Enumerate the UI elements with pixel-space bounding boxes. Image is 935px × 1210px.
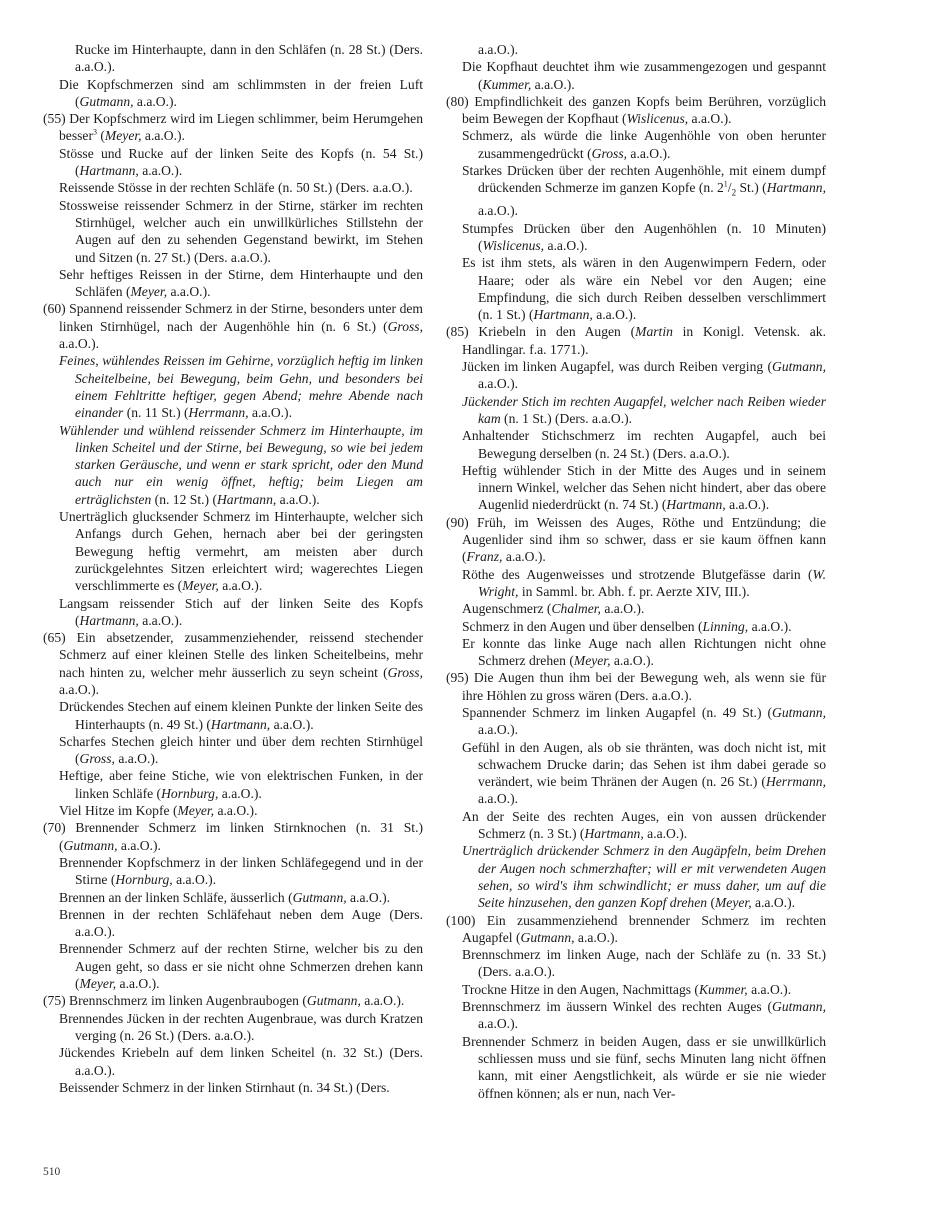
text-run: Langsam reissender Stich auf der linken Seite des Kopfs ( <box>59 595 423 628</box>
text-run: Die Kopfhaut deuchtet ihm wie zusammengezogen und gespannt ( <box>462 59 826 92</box>
text-run: Scharfes Stechen gleich hinter und über dem rechten Stirnhügel ( <box>59 733 423 767</box>
text-run: Stösse und Rucke auf der linken Seite des Kopfs (n. 54 St.) ( <box>59 145 423 179</box>
italic-text: Franz, <box>466 549 503 565</box>
text-run: (95) Die Augen thun ihm bei der Bewegung weh, als wenn sie für ihre Höhlen zu gross wären (Ders. a.a.O.). <box>446 670 826 703</box>
text-run: a.a.O.). <box>643 826 688 842</box>
text-run: a.a.O.). <box>478 1016 519 1032</box>
italic-text: Meyer, <box>182 578 219 594</box>
text-run: a.a.O.). <box>218 785 262 801</box>
symptom-entry <box>43 1079 423 1096</box>
text-run: Jückendes Kriebeln auf dem linken Scheitel (n. 32 St.) (Ders. a.a.O.). <box>59 1045 423 1078</box>
text-run: Heftige, aber feine Stiche, wie von elektrischen Funken, in der linken Schläfe ( <box>59 768 423 801</box>
text-run: Brennender Schmerz auf der rechten Stirne, welcher bis zu den Augen geht, so dass er sie nicht ohne Schmerzen drehen kann ( <box>59 941 423 992</box>
text-run: Sehr heftiges Reissen in der Stirne, dem Hinterhaupte und den Schläfen ( <box>59 266 423 300</box>
text-run: Er konnte das linke Auge nach allen Richtungen nicht ohne Schmerz drehen ( <box>462 635 826 669</box>
symptom-entry <box>43 352 423 421</box>
text-run: Unerträglich glucksender Schmerz im Hinterhaupte, welcher sich Anfangs durch Gehen, hernach aber bei der geringsten Bewegung heftig vermehrt, am meisten aber durch zurückgelehntes Sitzen erleichtert wird; wagerechtes Liegen verschlimmerte es ( <box>59 509 423 594</box>
italic-text: Hartmann, <box>79 163 139 179</box>
symptom-entry <box>446 635 826 670</box>
numbered-symptom-entry <box>43 819 423 854</box>
text-run: a.a.O.). <box>502 549 546 565</box>
symptom-entry <box>43 698 423 733</box>
italic-text: Gutmann, <box>772 999 826 1015</box>
text-run: Viel Hitze im Kopfe ( <box>59 803 178 819</box>
text-run: a.a.O.). <box>478 722 519 738</box>
text-run: An der Seite des rechten Auges, ein von aussen drückender Schmerz (n. 3 St.) ( <box>462 808 826 842</box>
text-run: (70) Brennender Schmerz im linken Stirnknochen (n. 31 St.) ( <box>43 820 423 853</box>
italic-text: Hornburg, <box>115 872 173 888</box>
text-run: a.a.O.). <box>751 895 795 911</box>
text-run: a.a.O.). <box>141 128 185 144</box>
text-run: / <box>727 180 732 196</box>
italic-text: Gutmann, <box>63 837 118 853</box>
text-run: Brennen an der linken Schläfe, äusserlich ( <box>59 889 293 905</box>
numbered-symptom-entry <box>43 300 423 352</box>
italic-text: Unerträglich drückender Schmerz in den Augäpfeln, beim Drehen der Augen noch schmerzhafter; will er mit verwendeten Augen sehen, so wird's ihm schwindlicht; er muss daher, um auf die Seite hinzusehen, den ganzen Kopf drehen <box>462 843 826 911</box>
text-run: ( <box>96 128 105 144</box>
text-run: St.) ( <box>736 180 767 196</box>
text-run: (65) Ein absetzender, zusammenziehender, reissend stechender Schmerz auf einer kleinen Stelle des linken Scheitelbeins, mehr nach hinten zu, welcher mehr äusserlich zu seyn scheint ( <box>43 630 423 680</box>
text-run: Brennschmerz im äussern Winkel des rechten Auges ( <box>462 999 772 1015</box>
text-run: a.a.O.). <box>478 42 519 57</box>
text-run: (80) Empfindlichkeit des ganzen Kopfs beim Berühren, vorzüglich beim Bewegen der Kopfhaut ( <box>446 93 826 127</box>
text-run: a.a.O.). <box>59 681 100 697</box>
italic-text: Gross, <box>387 318 423 334</box>
italic-text: Meyer, <box>79 976 117 992</box>
text-run: a.a.O.). <box>167 284 211 300</box>
symptom-entry <box>446 427 826 462</box>
italic-text: Kummer, <box>482 76 532 92</box>
subscript: 2 <box>731 188 737 199</box>
symptom-entry <box>43 266 423 301</box>
italic-text: Meyer, <box>130 284 168 300</box>
numbered-symptom-entry <box>43 992 423 1009</box>
text-run: (90) Früh, im Weissen des Auges, Röthe und Entzündung; die Augenlider sind ihm so schwer, dass er sie kaum öffnen kann ( <box>446 514 826 565</box>
left-column <box>43 41 423 1096</box>
symptom-entry <box>43 802 423 819</box>
italic-text: Kummer, <box>698 981 748 997</box>
symptom-entry <box>446 704 826 739</box>
italic-text: Herrmann, <box>188 405 249 421</box>
symptom-entry <box>446 618 826 635</box>
text-run: Reissende Stösse in der rechten Schläfe (n. 50 St.) (Ders. a.a.O.). <box>59 180 413 196</box>
text-run: a.a.O.). <box>725 497 770 513</box>
symptom-entry <box>43 767 423 802</box>
italic-text: Hornburg, <box>161 785 219 801</box>
text-run: a.a.O.). <box>172 872 217 888</box>
symptom-entry <box>43 76 423 111</box>
symptom-entry <box>43 733 423 768</box>
text-run: a.a.O.). <box>133 93 177 109</box>
italic-text: Meyer, <box>177 803 215 819</box>
symptom-entry <box>446 41 826 58</box>
text-run: (n. 1 St.) (Ders. a.a.O.). <box>500 410 633 426</box>
text-run: a.a.O.). <box>478 791 519 807</box>
text-run: Drückendes Stechen auf einem kleinen Punkte der linken Seite des Hinterhaupts (n. 49 St.) ( <box>59 699 423 732</box>
text-run: Stumpfes Drücken über den Augenhöhlen (n. 10 Minuten) ( <box>462 220 826 253</box>
italic-text: Wislicenus, <box>626 111 689 127</box>
italic-text: Hartmann, <box>533 307 593 323</box>
page-number: 510 <box>43 1166 61 1178</box>
text-run: a.a.O.). <box>276 491 320 507</box>
text-run: Brennender Schmerz in beiden Augen, dass er sie unwillkürlich schliessen muss und sie fünf, sechs Minuten lang nicht öffnen kann, mit einer Aengstlichkeit, als würde er sie nie wieder öffnen können; als er nun, nach Ver- <box>462 1033 826 1101</box>
text-run: Beissender Schmerz in der linken Stirnhaut (n. 34 St.) (Ders. <box>59 1079 390 1095</box>
italic-text: Linning, <box>702 618 749 634</box>
text-run: a.a.O.). <box>117 837 161 853</box>
symptom-entry <box>43 422 423 508</box>
symptom-entry <box>446 162 826 220</box>
symptom-entry <box>446 58 826 93</box>
numbered-symptom-entry <box>43 110 423 145</box>
symptom-entry <box>43 197 423 266</box>
text-run: a.a.O.). <box>574 929 618 945</box>
numbered-symptom-entry <box>446 323 826 358</box>
italic-text: Hartmann, <box>666 497 726 513</box>
italic-text: Meyer, <box>573 653 611 669</box>
text-run: Rucke im Hinterhaupte, dann in den Schläfen (n. 28 St.) (Ders. a.a.O.). <box>75 42 423 75</box>
italic-text: Martin <box>635 324 673 340</box>
text-run: in Konigl. Vetensk. ak. Handlingar. f.a. 1771.). <box>462 324 826 357</box>
text-run: a.a.O.). <box>116 976 160 992</box>
text-run: a.a.O.). <box>114 751 159 767</box>
superscript: 3 <box>92 127 97 137</box>
numbered-symptom-entry <box>446 93 826 128</box>
superscript: 1 <box>723 179 728 189</box>
numbered-symptom-entry <box>446 669 826 704</box>
italic-text: Chalmer, <box>551 601 601 617</box>
symptom-entry <box>43 854 423 889</box>
text-run: a.a.O.). <box>627 145 671 161</box>
symptom-entry <box>446 946 826 981</box>
text-run: Spannender Schmerz im linken Augapfel (n. 49 St.) ( <box>462 705 772 720</box>
text-run: (n. 12 St.) ( <box>151 491 217 507</box>
symptom-entry <box>446 981 826 998</box>
italic-text: Gutmann, <box>520 929 575 945</box>
symptom-entry <box>43 179 423 196</box>
symptom-entry <box>43 145 423 180</box>
text-run: Es ist ihm stets, als wären in den Augenwimpern Federn, oder Haare; oder als wäre ein Nebel vor den Augen; eine Empfindung, die sich durch Reiben desselben verschlimmert (n. 1 St.) ( <box>462 255 826 323</box>
symptom-entry <box>446 600 826 617</box>
text-run: (100) Ein zusammenziehend brennender Schmerz im rechten Augapfel ( <box>446 912 826 945</box>
text-run: a.a.O.). <box>270 716 314 732</box>
italic-text: Gross, <box>387 664 423 680</box>
italic-text: Hartmann, <box>79 612 139 628</box>
right-column <box>446 41 826 1102</box>
text-run: (75) Brennschmerz im linken Augenbraubogen ( <box>43 993 307 1009</box>
symptom-entry <box>446 566 826 601</box>
symptom-entry <box>446 254 826 323</box>
text-run: a.a.O.). <box>748 618 792 634</box>
numbered-symptom-entry <box>446 514 826 566</box>
italic-text: Wislicenus, <box>482 237 545 253</box>
text-run: a.a.O.). <box>360 993 405 1009</box>
text-run: a.a.O.). <box>218 578 263 594</box>
italic-text: W. Wright, <box>478 566 826 599</box>
text-run: a.a.O.). <box>138 163 183 179</box>
text-run: Anhaltender Stichschmerz im rechten Augapfel, auch bei Bewegung derselben (n. 24 St.) (Ders. a.a.O.). <box>462 428 826 461</box>
symptom-entry <box>446 358 826 393</box>
text-run: a.a.O.). <box>346 889 391 905</box>
text-run: a.a.O.). <box>138 612 183 628</box>
italic-text: Hartmann, <box>210 716 271 732</box>
text-run: a.a.O.). <box>688 111 732 127</box>
text-run: ( <box>707 895 715 911</box>
text-run: Brennendes Jücken in der rechten Augenbraue, was durch Kratzen verging (n. 26 St.) (Ders. a.a.O.). <box>59 1010 423 1043</box>
symptom-entry <box>43 889 423 906</box>
text-run: a.a.O.). <box>59 336 100 352</box>
text-run: Stossweise reissender Schmerz in der Stirne, stärker im rechten Stirnhügel, welcher auch ein unwillkürliches Stillstehn der Augen auf den zu sehenden Gegenstand bewirkt, im Stehen und Sitzen (n. 27 St.) (Ders. a.a.O.). <box>59 197 423 265</box>
text-run: (n. 11 St.) ( <box>123 405 189 421</box>
symptom-entry <box>446 127 826 162</box>
text-run: (85) Kriebeln in den Augen ( <box>446 324 636 340</box>
italic-text: Jückender Stich im rechten Augapfel, welcher nach Reiben wieder kam <box>462 393 826 426</box>
text-run: Die Kopfschmerzen sind am schlimmsten in der freien Luft ( <box>59 76 423 109</box>
italic-text: Meyer, <box>714 895 752 911</box>
text-run: Starkes Drücken über der rechten Augenhöhle, mit einem dumpf drückenden Schmerze im ganzen Kopfe (n. 2 <box>462 163 826 196</box>
text-run: Jücken im linken Augapfel, was durch Reiben verging ( <box>462 359 772 375</box>
italic-text: Meyer, <box>104 128 142 144</box>
text-run: Röthe des Augenweisses und strotzende Blutgefässe darin ( <box>462 566 813 582</box>
italic-text: Gutmann, <box>292 889 347 905</box>
italic-text: Hartmann, <box>766 180 826 196</box>
symptom-entry <box>446 462 826 514</box>
text-run: Schmerz in den Augen und über denselben ( <box>462 618 703 634</box>
text-run: a.a.O.). <box>610 653 654 669</box>
symptom-entry <box>446 393 826 428</box>
symptom-entry <box>446 1033 826 1102</box>
text-run: Gefühl in den Augen, als ob sie thränten, was doch nicht ist, mit schwachem Drucke darin; das Sehen ist ihm dabei gerade so verändert, wie beim Thränen der Augen (n. 26 St.) ( <box>462 739 826 790</box>
text-run: a.a.O.). <box>478 203 519 219</box>
italic-text: Feines, wühlendes Reissen im Gehirne, vorzüglich heftig im linken Scheitelbeine, bei Bewegung, beim Gehn, und besonders bei einem Fehltritte heftiger, gegen Abend; mehre Abende nach einander <box>59 353 423 421</box>
italic-text: Gutmann, <box>772 705 826 720</box>
text-run: a.a.O.). <box>592 307 637 323</box>
italic-text: Gross, <box>79 751 115 767</box>
italic-text: Gutmann, <box>772 359 826 375</box>
italic-text: Hartmann, <box>584 826 644 842</box>
text-run: a.a.O.). <box>214 803 258 819</box>
symptom-entry <box>43 906 423 941</box>
italic-text: Gutmann, <box>306 993 361 1009</box>
symptom-entry <box>43 595 423 630</box>
text-run: Brennen in der rechten Schläfehaut neben dem Auge (Ders. a.a.O.). <box>59 906 423 940</box>
text-run: Trockne Hitze in den Augen, Nachmittags ( <box>462 981 699 997</box>
numbered-symptom-entry <box>446 912 826 947</box>
italic-text: Gross, <box>591 145 628 161</box>
text-run: Heftig wühlender Stich in der Mitte des Auges und in seinem innern Winkel, welcher das Sehen nicht hindert, aber das obere Augenlid niederdrückt (n. 74 St.) ( <box>462 462 826 513</box>
symptom-entry <box>43 508 423 594</box>
text-run: Brennender Kopfschmerz in der linken Schläfegegend und in der Stirne ( <box>59 854 423 888</box>
italic-text: Wühlender und wühlend reissender Schmerz im Hinterhaupte, im linken Scheitel und der Stirne, bei Bewegung, so wie bei jedem starken Geräusche, und wenn er stark spricht, oder den Mund auch nur ein wenig öffnet, heftig; beim Liegen am erträglichsten <box>59 422 423 507</box>
symptom-entry <box>446 998 826 1033</box>
symptom-entry <box>43 940 423 992</box>
symptom-entry <box>43 41 423 76</box>
text-run: Brennschmerz im linken Auge, nach der Schläfe zu (n. 33 St.) (Ders. a.a.O.). <box>462 947 826 980</box>
symptom-entry <box>43 1010 423 1045</box>
symptom-entry <box>446 842 826 911</box>
text-run: Augenschmerz ( <box>462 601 552 617</box>
italic-text: Gutmann, <box>79 93 134 109</box>
text-run: (55) Der Kopfschmerz wird im Liegen schlimmer, beim Herumgehen besser <box>43 111 423 144</box>
symptom-entry <box>446 808 826 843</box>
italic-text: Hartmann, <box>216 491 277 507</box>
text-run: a.a.O.). <box>248 405 292 421</box>
italic-text: Herrmann, <box>765 774 826 790</box>
text-run: in Samml. br. Abh. f. pr. Aerzte XIV, III.). <box>518 583 750 599</box>
symptom-entry <box>43 1044 423 1079</box>
text-run: Schmerz, als würde die linke Augenhöhle von oben herunter zusammengedrückt ( <box>462 128 826 161</box>
symptom-entry <box>446 220 826 255</box>
text-run: a.a.O.). <box>544 237 588 253</box>
text-run: a.a.O.). <box>531 76 575 92</box>
text-run: (60) Spannend reissender Schmerz in der Stirne, besonders unter dem linken Stirnhügel, nach der Augenhöhle hin (n. 6 St.) ( <box>43 301 423 334</box>
symptom-entry <box>446 739 826 808</box>
numbered-symptom-entry <box>43 629 423 698</box>
text-run: a.a.O.). <box>747 981 792 997</box>
text-run: a.a.O.). <box>600 601 645 617</box>
text-run: a.a.O.). <box>478 376 519 392</box>
